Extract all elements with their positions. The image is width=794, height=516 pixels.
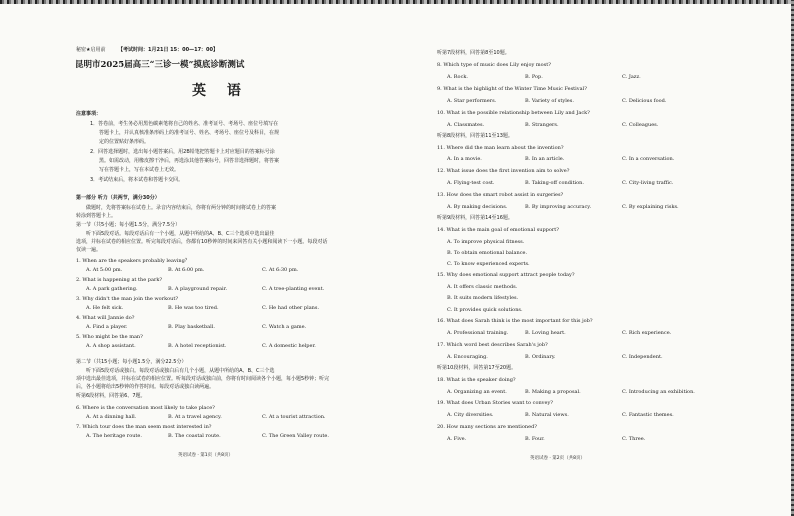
option-a: A. A shop assistant. <box>86 343 136 349</box>
option-a: A. To improve physical fitness. <box>447 239 525 245</box>
option-b: B. Making a proposal. <box>525 389 581 395</box>
question-17: 17. Which word best describes Sarah's job? <box>437 342 548 348</box>
section1-intro: 仅读一遍。 <box>76 247 102 253</box>
question-3: 3. Why didn't the man join the workout? <box>76 296 179 302</box>
option-b: B. Pop. <box>525 74 543 80</box>
question-2: 2. What is happening at the park? <box>76 277 163 283</box>
question-12: 12. What issue does the first invention aim to solve? <box>437 168 570 174</box>
option-b: B. By improving accuracy. <box>525 204 592 210</box>
exam-title: 昆明市2025届高三“三诊一模”摸底诊断测试 <box>75 60 245 70</box>
option-b: B. The coastal route. <box>168 433 221 439</box>
option-c: C. In a conversation. <box>622 156 675 162</box>
option-a: A. In a movie. <box>447 156 482 162</box>
question-14: 14. What is the main goal of emotional support? <box>437 227 559 233</box>
subject-title: 英 语 <box>192 83 249 99</box>
listening-instruction: 听第8段材料，回答第11至13题。 <box>437 133 513 139</box>
option-c: C. At 6:30 pm. <box>262 267 299 273</box>
option-a: A. At a dinning hall. <box>86 414 137 420</box>
option-c: C. City-living traffic. <box>622 180 674 186</box>
option-c: C. Rich experience. <box>622 330 672 336</box>
option-a: A. It offers classic methods. <box>447 284 518 290</box>
note-line: 3．考试结束后，将本试卷和答题卡交回。 <box>90 177 184 183</box>
option-b: B. Taking-off condition. <box>525 180 584 186</box>
question-20: 20. How many sections are mentioned? <box>437 424 537 430</box>
option-c: C. A domestic helper. <box>262 343 316 349</box>
option-c: C. Delicious food. <box>622 98 667 104</box>
section2-heading: 第二节（共15小题；每小题1.5分，满分22.5分） <box>76 359 187 365</box>
option-c: C. Three. <box>622 436 646 442</box>
option-c: C. Jazz. <box>622 74 641 80</box>
note-line: 答题卡上，并认真核准条形码上的准考证号、姓名、考场号、座位号及科目，在规 <box>99 130 280 136</box>
note-line: 定的位置贴好条形码。 <box>99 139 150 145</box>
note-line: 1．答卷前，考生务必用黑色碳素笔将自己的姓名、准考证号、考场号、座位号填写在 <box>90 121 279 127</box>
page-footer-right: 英语试卷 · 第2页（共8页） <box>530 456 586 461</box>
option-a: A. Flying-test cost. <box>447 180 495 186</box>
section2-intro: 项中选出最佳选项，并标在试卷的相应位置。听每段对话或独白前，你将有时间阅读各个小题，每小题5秒钟；听完 <box>76 376 330 382</box>
option-b: B. Natural views. <box>525 412 569 418</box>
notes-heading: 注意事项： <box>76 111 102 117</box>
question-8: 8. Which type of music does Lily enjoy most? <box>437 62 551 68</box>
listening-instruction: 听第9段材料，回答第14至16题。 <box>437 215 513 221</box>
question-9: 9. What is the highlight of the Winter Time Music Festival? <box>437 86 587 92</box>
option-b: B. A playground repair. <box>168 286 228 292</box>
option-a: A. Professional training. <box>447 330 509 336</box>
option-b: B. He was too tired. <box>168 305 219 311</box>
section1-intro: 听下面5段对话。每段对话后有一个小题，从题中所给的A、B、C三个选项中选出最佳 <box>86 231 275 237</box>
question-1: 1. When are the speakers probably leaving？ <box>76 258 190 264</box>
option-b: B. At a travel agency. <box>168 414 222 420</box>
question-19: 19. What does Urban Stories want to convey? <box>437 400 553 406</box>
option-a: A. By making decisions. <box>447 204 508 210</box>
option-a: A. Classmates. <box>447 122 485 128</box>
option-c: C. Fantastic themes. <box>622 412 674 418</box>
part1-heading: 第一部分 听力（共两节，满分30分） <box>76 195 160 201</box>
question-4: 4. What will Jannie do? <box>76 315 135 321</box>
secret-label: 秘密★启用前 <box>76 47 106 53</box>
question-11: 11. Where did the man learn about the invention? <box>437 145 564 151</box>
option-c: C. By explaining risks. <box>622 204 679 210</box>
option-b: B. Loving heart. <box>525 330 566 336</box>
question-5: 5. Who might be the man? <box>76 334 143 340</box>
option-b: B. To obtain emotional balance. <box>447 250 528 256</box>
listening-instruction: 听第6段材料，回答第6、7题。 <box>76 393 146 399</box>
part1-intro: 做题时，先将答案标在试卷上。录音内容结束后，你将有两分钟的时间将试卷上的答案 <box>86 205 277 211</box>
option-a: A. Find a player. <box>86 324 128 330</box>
option-a: A. The heritage route. <box>86 433 142 439</box>
option-a: A. A park gathering. <box>86 286 138 292</box>
option-a: A. Star performers. <box>447 98 497 104</box>
option-c: C. He had other plans. <box>262 305 320 311</box>
option-b: B. It suits modern lifestyles. <box>447 295 519 301</box>
option-a: A. He felt sick. <box>86 305 124 311</box>
option-b: B. Play basketball. <box>168 324 215 330</box>
exam-time: 【考试时间：1月21日 15：00—17：00】 <box>118 47 219 53</box>
part1-intro: 转涂到答题卡上。 <box>76 213 117 219</box>
listening-instruction: 听第7段材料，回答第8至10题。 <box>437 50 510 56</box>
section1-intro: 选项，并标在试卷的相应位置。听完每段对话后，你都有10秒钟的时间来回答有关小题和阅读下一小题。每段对话 <box>76 239 328 245</box>
option-c: C. It provides quick solutions. <box>447 307 523 313</box>
option-c: C. At a tourist attraction. <box>262 414 326 420</box>
option-b: B. A hotel receptionist. <box>168 343 227 349</box>
option-c: C. Independent. <box>622 354 663 360</box>
option-a: A. At 5:00 pm. <box>86 267 123 273</box>
note-line: 2．回答选择题时，选出每小题答案后，用2B铅笔把答题卡上对应题目的答案标号涂 <box>90 149 275 155</box>
page-footer-left: 英语试卷 · 第1页（共8页） <box>178 453 234 458</box>
question-13: 13. How does the smart robot assist in surgeries? <box>437 192 564 198</box>
option-b: B. Ordinary. <box>525 354 556 360</box>
listening-instruction: 听第10段材料，回答第17至20题。 <box>437 365 517 371</box>
option-c: C. A tree-planting event. <box>262 286 325 292</box>
option-b: B. In an article. <box>525 156 565 162</box>
option-b: B. Strangers. <box>525 122 559 128</box>
section2-intro: 后，各小题将给出5秒钟的作答时间。每段对话或独白读两遍。 <box>76 384 215 390</box>
option-c: C. To know experienced experts. <box>447 261 530 267</box>
option-b: B. Four. <box>525 436 545 442</box>
section1-heading: 第一节（共5小题；每小题1.5分，满分7.5分） <box>76 222 181 228</box>
option-b: B. Variety of styles. <box>525 98 574 104</box>
question-15: 15. Why does emotional support attract people today? <box>437 272 575 278</box>
option-a: A. Encouraging. <box>447 354 488 360</box>
section2-intro: 听下面5段对话或独白。每段对话或独白后有几个小题，从题中所给的A、B、C三个选 <box>86 368 275 374</box>
question-18: 18. What is the speaker doing? <box>437 377 516 383</box>
option-a: A. Five. <box>447 436 467 442</box>
question-10: 10. What is the possible relationship between Lily and Jack? <box>437 110 590 116</box>
option-c: C. Introducing an exhibition. <box>622 389 695 395</box>
option-a: A. Organizing an event. <box>447 389 507 395</box>
option-a: A. Rock. <box>447 74 468 80</box>
option-a: A. City diversities. <box>447 412 494 418</box>
option-c: C. Colleagues. <box>622 122 659 128</box>
note-line: 黑。如需改动，用橡皮擦干净后，再选涂其他答案标号，回答非选择题时，将答案 <box>99 158 280 164</box>
note-line: 写在答题卡上，写在本试卷上无效。 <box>99 167 180 173</box>
question-16: 16. What does Sarah think is the most important for this job? <box>437 318 593 324</box>
question-6: 6. Where is the conversation most likely to take place? <box>76 405 215 411</box>
option-c: C. The Green Valley route. <box>262 433 329 439</box>
question-7: 7. Which tour does the man seem most interested in? <box>76 424 212 430</box>
option-b: B. At 6:00 pm. <box>168 267 205 273</box>
scan-edge-top <box>0 0 794 4</box>
option-c: C. Watch a game. <box>262 324 307 330</box>
